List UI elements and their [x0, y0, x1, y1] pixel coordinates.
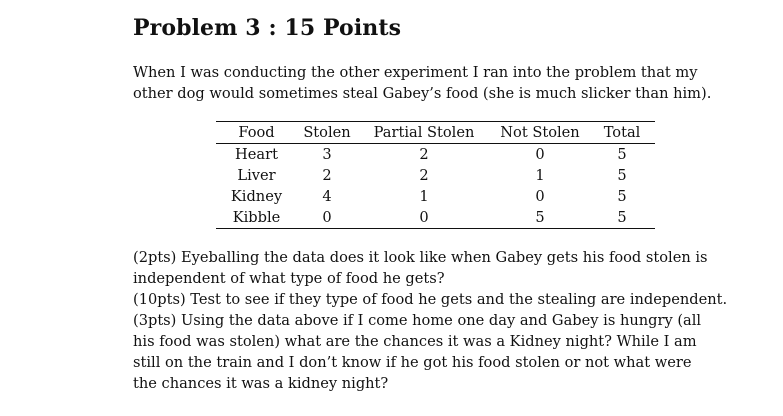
intro-line: other dog would sometimes steal Gabey’s food (she is much slicker than him). [133, 85, 712, 102]
questions-paragraph [133, 247, 745, 394]
cell-food: Kibble [232, 209, 281, 226]
question-line: the chances it was a kidney night? [133, 375, 389, 392]
cell-stolen: 3 [322, 146, 332, 163]
cell-partial-stolen: 2 [419, 167, 429, 184]
cell-food: Liver [237, 167, 276, 184]
cell-total: 5 [617, 167, 627, 184]
cell-food: Kidney [230, 188, 283, 205]
cell-stolen: 2 [322, 167, 332, 184]
cell-partial-stolen: 2 [419, 146, 429, 163]
cell-total: 5 [617, 146, 627, 163]
food-stolen-table [216, 121, 655, 229]
cell-not-stolen: 1 [535, 167, 545, 184]
header-stolen: Stolen [303, 124, 351, 141]
table-header-row [216, 122, 655, 144]
cell-not-stolen: 0 [535, 188, 545, 205]
table-row [216, 165, 655, 186]
header-partial-stolen: Partial Stolen [373, 124, 475, 141]
intro-paragraph [133, 62, 745, 104]
cell-food: Heart [235, 146, 278, 163]
question-line: his food was stolen) what are the chances it was a Kidney night? While I am [133, 333, 697, 350]
cell-total: 5 [617, 188, 627, 205]
cell-not-stolen: 0 [535, 146, 545, 163]
cell-not-stolen: 5 [535, 209, 545, 226]
table-row [216, 144, 655, 166]
header-total: Total [603, 124, 641, 141]
header-not-stolen: Not Stolen [500, 124, 580, 141]
question-line: (3pts) Using the data above if I come home one day and Gabey is hungry (all [133, 312, 702, 329]
cell-stolen: 4 [322, 188, 332, 205]
cell-partial-stolen: 1 [419, 188, 429, 205]
intro-line: When I was conducting the other experiment I ran into the problem that my [133, 64, 698, 81]
question-line: independent of what type of food he gets? [133, 270, 445, 287]
question-line: still on the train and I don’t know if he got his food stolen or not what were [133, 354, 692, 371]
question-line: (2pts) Eyeballing the data does it look like when Gabey gets his food stolen is [133, 249, 708, 266]
question-line: (10pts) Test to see if they type of food he gets and the stealing are independent. [133, 291, 728, 308]
cell-total: 5 [617, 209, 627, 226]
problem-title: Problem 3 : 15 Points [133, 15, 402, 41]
header-food: Food [238, 124, 275, 141]
table-row [216, 207, 655, 229]
cell-partial-stolen: 0 [419, 209, 429, 226]
cell-stolen: 0 [322, 209, 332, 226]
table-row [216, 186, 655, 207]
